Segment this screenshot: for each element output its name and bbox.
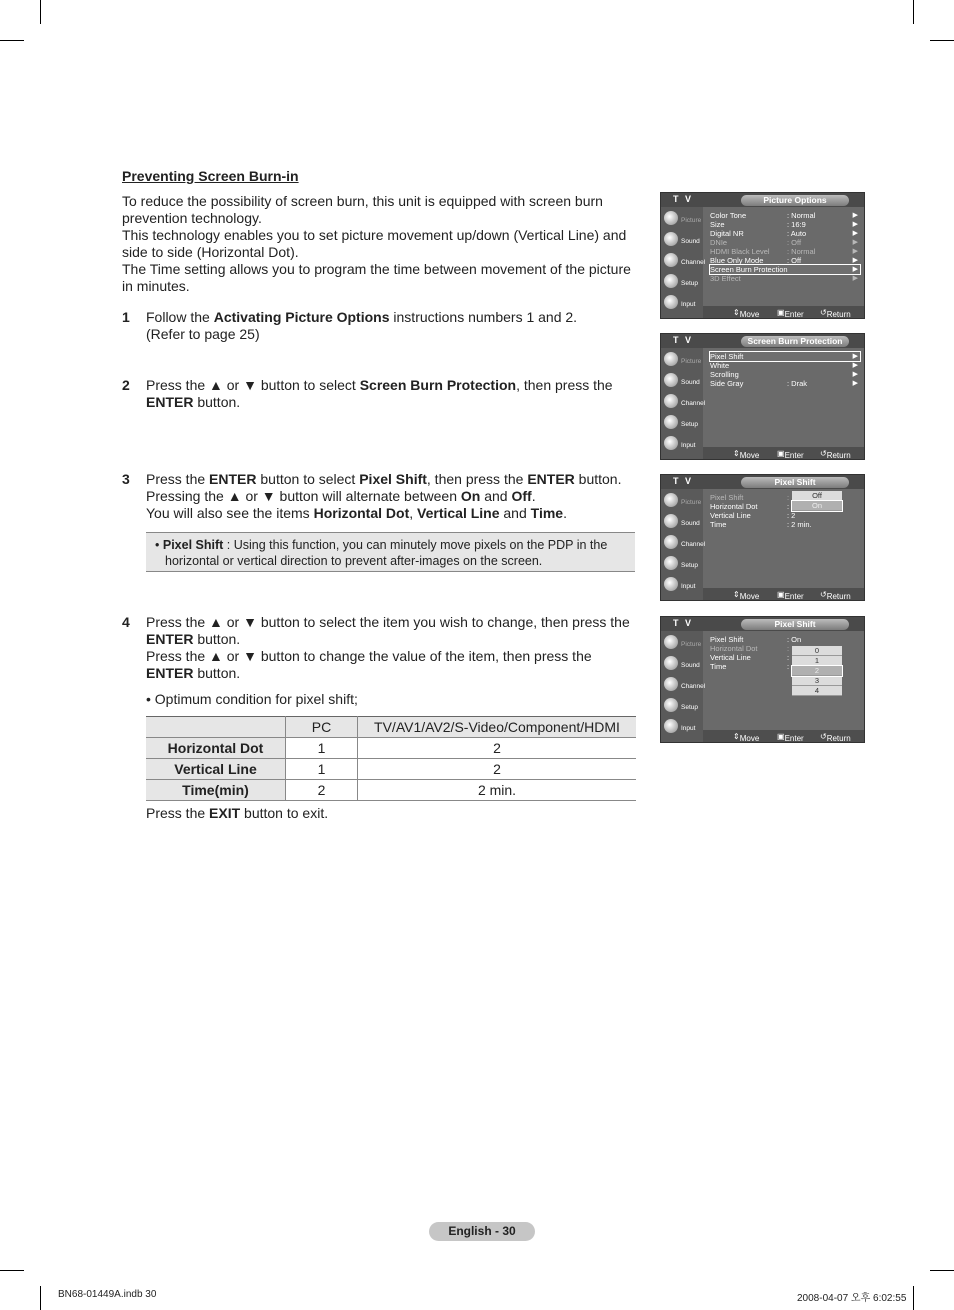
osd-sidebar-item[interactable] [664,434,702,452]
osd-sidebar-label: Picture [681,499,702,506]
chevron-right-icon: ▶ [852,362,858,369]
osd-option[interactable]: 2 [792,666,842,676]
osd-help-bar [703,306,865,319]
osd-menu-item[interactable]: Vertical Line : [710,653,790,662]
chevron-right-icon: ▶ [852,371,858,378]
table-header-row [146,717,636,738]
chevron-right-icon: ▶ [852,230,858,237]
picture-icon [664,493,678,507]
chevron-right-icon: ▶ [852,353,858,360]
intro-paragraph [122,193,634,295]
chevron-right-icon: ▶ [852,380,858,387]
osd-menu-item[interactable]: DNIe : Off ▶ [710,238,858,247]
setup-icon [664,274,678,288]
intro-line: This technology enables you to set picture movement up/down (Vertical Line) and side to side (Horizontal Dot). [122,227,627,260]
osd-sidebar-label: Sound [681,520,700,527]
channel-icon [664,677,678,691]
osd-sidebar-label: Input [681,583,696,590]
osd-option[interactable]: On [792,501,842,511]
osd-sidebar-label: Picture [681,641,702,648]
osd-sidebar [661,207,706,319]
pixel-shift-table [146,716,636,801]
table-row [146,780,636,801]
tv-screen-picture-options [660,192,865,319]
chevron-right-icon: ▶ [852,257,858,264]
sound-icon [664,232,678,246]
osd-sidebar-item[interactable] [664,272,702,290]
chevron-right-icon: ▶ [852,248,858,255]
table-cell: 2 [358,738,637,759]
step-number: 4 [122,614,130,630]
step-number: 1 [122,309,130,325]
osd-option[interactable]: 0 [792,646,842,656]
osd-sidebar [661,489,706,601]
osd-sidebar-label: Setup [681,421,698,428]
input-icon [664,719,678,733]
table-cell: 2 [358,759,637,780]
osd-menu-item[interactable]: Scrolling ▶ [710,370,858,379]
osd-sidebar-label: Input [681,301,696,308]
table-header: PC [286,717,358,738]
osd-sidebar-label: Sound [681,662,700,669]
crop-mark [0,1270,24,1271]
input-icon [664,577,678,591]
move-hint: ⇕ Move [733,590,760,601]
input-icon [664,436,678,450]
enter-hint: ▣ Enter [777,732,804,743]
osd-help-bar [703,588,865,601]
osd-menu-item[interactable]: Vertical Line : 2 [710,511,796,520]
osd-help-bar [703,447,865,460]
osd-menu-item[interactable]: Pixel Shift : On [710,635,802,644]
tv-screen-pixel-shift-value [660,616,865,743]
setup-icon [664,415,678,429]
osd-option[interactable]: Off [792,491,842,501]
osd-sidebar-label: Channel [681,259,706,266]
osd-sidebar-label: Channel [681,400,706,407]
osd-menu [710,211,860,283]
osd-title: Pixel Shift [741,477,849,488]
intro-line: To reduce the possibility of screen burn, this unit is equipped with screen burn prevention technology. [122,193,603,226]
osd-sidebar-item[interactable] [664,554,702,572]
setup-icon [664,556,678,570]
table-cell: 2 min. [358,780,637,801]
page-number: English - 30 [429,1222,535,1241]
osd-title: Picture Options [741,195,849,206]
osd-menu [710,352,860,388]
osd-menu-item[interactable]: HDMI Black Level : Normal ▶ [710,247,858,256]
crop-mark [913,1286,914,1310]
picture-icon [664,352,678,366]
osd-title: Screen Burn Protection [741,336,849,347]
osd-menu-item[interactable]: Color Tone : Normal ▶ [710,211,858,220]
table-row [146,759,636,780]
osd-sidebar-item[interactable] [664,491,702,509]
enter-hint: ▣ Enter [777,308,804,319]
osd-sidebar-label: Sound [681,238,700,245]
osd-option-list[interactable] [792,491,842,511]
crop-mark [930,40,954,41]
osd-option[interactable]: 1 [792,656,842,666]
pixel-shift-note: • Pixel Shift : Using this function, you can minutely move pixels on the PDP in the horizontal or vertical direction to prevent after-images on the screen. [146,532,635,572]
channel-icon [664,394,678,408]
osd-sidebar-item[interactable] [664,209,702,227]
osd-sidebar-label: Setup [681,562,698,569]
table-cell: 1 [286,759,358,780]
table-header [146,717,286,738]
exit-instruction: Press the EXIT button to exit. [146,805,329,821]
osd-menu-item[interactable]: Side Gray : Drak ▶ [710,379,858,388]
tv-screen-pixel-shift-toggle [660,474,865,601]
osd-menu-item[interactable]: Horizontal Dot : [710,644,790,653]
move-hint: ⇕ Move [733,732,760,743]
osd-sidebar-item[interactable] [664,371,702,389]
step-3-text: Press the ENTER button to select Pixel Shift, then press the ENTER button. Pressing the ▲ or ▼ button will alternate between On and Off. You will also see the items Horizontal Dot, Vertical Line and Time. [146,471,622,521]
move-hint: ⇕ Move [733,308,760,319]
return-hint: ↺ Return [820,590,851,601]
osd-sidebar-label: Channel [681,541,706,548]
table-row-header: Horizontal Dot [146,738,286,759]
picture-icon [664,211,678,225]
osd-sidebar-item[interactable] [664,413,702,431]
tv-label: T V [673,194,694,204]
osd-sidebar-item[interactable] [664,293,702,311]
tv-screen-burn-protection [660,333,865,460]
osd-menu-item[interactable]: Digital NR : Auto ▶ [710,229,858,238]
osd-sidebar-item[interactable] [664,392,706,410]
file-imprint: BN68-01449A.indb 30 [58,1289,157,1300]
osd-sidebar-label: Channel [681,683,706,690]
chevron-right-icon: ▶ [852,221,858,228]
input-icon [664,295,678,309]
table-row-header: Time(min) [146,780,286,801]
osd-sidebar-label: Input [681,725,696,732]
osd-sidebar-label: Input [681,442,696,449]
osd-sidebar-item[interactable] [664,533,706,551]
enter-hint: ▣ Enter [777,590,804,601]
osd-sidebar-label: Picture [681,217,702,224]
crop-mark [40,0,41,24]
osd-menu-item[interactable]: Pixel Shift : [710,493,790,502]
osd-sidebar-label: Setup [681,280,698,287]
osd-menu-item[interactable]: Pixel Shift ▶ [710,352,858,361]
step-4-text: Press the ▲ or ▼ button to select the item you wish to change, then press the ENTER button. Press the ▲ or ▼ button to change the value of the item, then press the ENTER button. [146,614,630,681]
osd-menu-item[interactable]: Time : [710,662,790,671]
crop-mark [913,0,914,24]
optimum-condition-label: • Optimum condition for pixel shift; [146,691,358,707]
table-header: TV/AV1/AV2/S-Video/Component/HDMI [358,717,637,738]
intro-line: The Time setting allows you to program the time between movement of the picture in minutes. [122,261,631,294]
step-2-text: Press the ▲ or ▼ button to select Screen Burn Protection, then press the ENTER button. [146,377,613,410]
osd-option-list[interactable] [792,646,842,696]
chevron-right-icon: ▶ [852,212,858,219]
crop-mark [0,40,24,41]
tv-label: T V [673,476,694,486]
osd-sidebar-item[interactable] [664,717,702,735]
return-hint: ↺ Return [820,732,851,743]
return-hint: ↺ Return [820,308,851,319]
osd-menu-item[interactable]: White ▶ [710,361,858,370]
osd-title: Pixel Shift [741,619,849,630]
osd-sidebar-item[interactable] [664,251,706,269]
osd-sidebar-item[interactable] [664,350,702,368]
osd-option[interactable]: 4 [792,686,842,696]
osd-option[interactable]: 3 [792,676,842,686]
osd-menu-item[interactable]: Horizontal Dot : [710,502,790,511]
table-row [146,738,636,759]
crop-mark [40,1286,41,1310]
osd-menu-item[interactable]: Size : 16:9 ▶ [710,220,858,229]
osd-sidebar-item[interactable] [664,230,702,248]
sound-icon [664,656,678,670]
channel-icon [664,253,678,267]
osd-sidebar-item[interactable] [664,696,702,714]
enter-hint: ▣ Enter [777,449,804,460]
tv-label: T V [673,335,694,345]
osd-sidebar [661,348,706,460]
osd-menu-item[interactable]: Blue Only Mode : Off ▶ [710,256,858,265]
osd-sidebar-label: Picture [681,358,702,365]
section-heading: Preventing Screen Burn-in [122,168,299,184]
setup-icon [664,698,678,712]
step-number: 3 [122,471,130,487]
sound-icon [664,514,678,528]
channel-icon [664,535,678,549]
osd-sidebar-item[interactable] [664,512,702,530]
osd-menu-item[interactable]: 3D Effect ▶ [710,274,858,283]
step-1-text: Follow the Activating Picture Options instructions numbers 1 and 2. (Refer to page 25) [146,309,578,342]
picture-icon [664,635,678,649]
osd-help-bar [703,730,865,743]
date-imprint: 2008-04-07 오후 6:02:55 [797,1293,907,1304]
sound-icon [664,373,678,387]
step-number: 2 [122,377,130,393]
chevron-right-icon: ▶ [852,266,858,273]
table-cell: 1 [286,738,358,759]
chevron-right-icon: ▶ [852,275,858,282]
chevron-right-icon: ▶ [852,239,858,246]
crop-mark [930,1270,954,1271]
osd-sidebar-label: Sound [681,379,700,386]
osd-menu-item[interactable]: Time : 2 min. [710,520,812,529]
return-hint: ↺ Return [820,449,851,460]
osd-menu-item[interactable]: Screen Burn Protection ▶ [710,265,858,274]
osd-sidebar-label: Setup [681,704,698,711]
osd-sidebar-item[interactable] [664,575,702,593]
osd-sidebar-item[interactable] [664,654,702,672]
tv-label: T V [673,618,694,628]
move-hint: ⇕ Move [733,449,760,460]
table-row-header: Vertical Line [146,759,286,780]
osd-sidebar-item[interactable] [664,633,702,651]
osd-sidebar [661,631,706,743]
osd-sidebar-item[interactable] [664,675,706,693]
table-cell: 2 [286,780,358,801]
